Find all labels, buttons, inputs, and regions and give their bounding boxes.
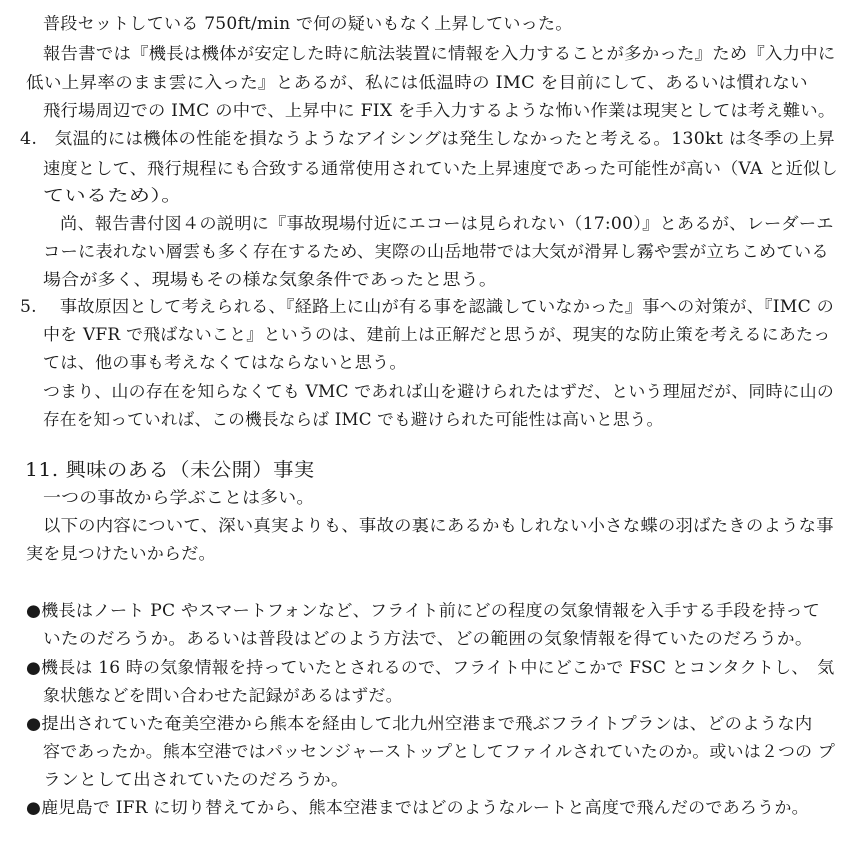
list-item-5: 5. 事故原因として考えられる、『経路上に山が有る事を認識していなかった』事への対策が、『IMC の [20, 297, 834, 316]
list-item-4: 4. 気温的には機体の性能を損なうようなアイシングは発生しなかったと考える。130kt は冬季の上昇 [20, 129, 835, 148]
paragraph-line: 実を見つけたいからだ。 [26, 544, 216, 563]
bullet-item: ●機長はノート PC やスマートフォンなど、フライト前にどの程度の気象情報を入手する手段を持って [26, 601, 821, 620]
paragraph-line: ているため）。 [43, 186, 183, 205]
paragraph-line: コーに表れない層雲も多く存在するため、実際の山岳地帯では大気が滑昇し霧や雲が立ちこめている [43, 242, 829, 261]
paragraph-line: 場合が多く、現場もその様な気象条件であったと思う。 [43, 270, 498, 289]
paragraph-line: ランとして出されていたのだろうか。 [43, 770, 349, 789]
paragraph-line: 速度として、飛行規程にも合致する通常使用されていた上昇速度であった可能性が高い（VA と近似し [43, 159, 838, 178]
section-heading: 11. 興味のある（未公開）事実 [25, 459, 315, 481]
paragraph-line: 飛行場周辺での IMC の中で、上昇中に FIX を手入力するような怖い作業は現実としては考え難い。 [43, 101, 836, 120]
bullet-item: ●提出されていた奄美空港から熊本を経由して北九州空港まで飛ぶフライトプランは、どのような内 [26, 714, 813, 733]
paragraph-line: 普段セットしている 750ft/min で何の疑いもなく上昇していった。 [43, 14, 573, 33]
paragraph-line: 尚、報告書付図４の説明に『事故現場付近にエコーは見られない（17:00）』とあるが、レーダーエ [60, 214, 834, 233]
paragraph-line: 存在を知っていれば、この機長ならば IMC でも避けられた可能性は高いと思う。 [43, 410, 664, 429]
paragraph-line: 容であったか。熊本空港ではパッセンジャーストップとしてファイルされていたのか。或いは２つの プ [43, 742, 836, 761]
paragraph-line: 一つの事故から学ぶことは多い。 [43, 488, 315, 507]
bullet-item: ●鹿児島で IFR に切り替えてから、熊本空港まではどのようなルートと高度で飛んだのであろうか。 [26, 798, 809, 817]
paragraph-line: つまり、山の存在を知らなくても VMC であれば山を避けられたはずだ、という理屈だが、同時に山の [43, 382, 835, 401]
bullet-item: ●機長は 16 時の気象情報を持っていたとされるので、フライト中にどこかで FSC とコンタクトし、 気 [26, 658, 835, 677]
paragraph-line: 低い上昇率のまま雲に入った』とあるが、私には低温時の IMC を目前にして、あるいは慣れない [26, 73, 808, 92]
paragraph-line: いたのだろうか。あるいは普段はどのよう方法で、どの範囲の気象情報を得ていたのだろうか。 [43, 629, 813, 648]
paragraph-line: 象状態などを問い合わせた記録があるはずだ。 [43, 686, 403, 705]
paragraph-line: 中を VFR で飛ばないこと』というのは、建前上は正解だと思うが、現実的な防止策を考えるにあたっ [43, 325, 831, 344]
paragraph-line: 報告書では『機長は機体が安定した時に航法装置に情報を入力することが多かった』ため『入力中に [43, 44, 836, 63]
paragraph-line: ては、他の事も考えなくてはならないと思う。 [43, 353, 407, 372]
paragraph-line: 以下の内容について、深い真実よりも、事故の裏にあるかもしれない小さな蝶の羽ばたきのような事 [43, 516, 834, 535]
